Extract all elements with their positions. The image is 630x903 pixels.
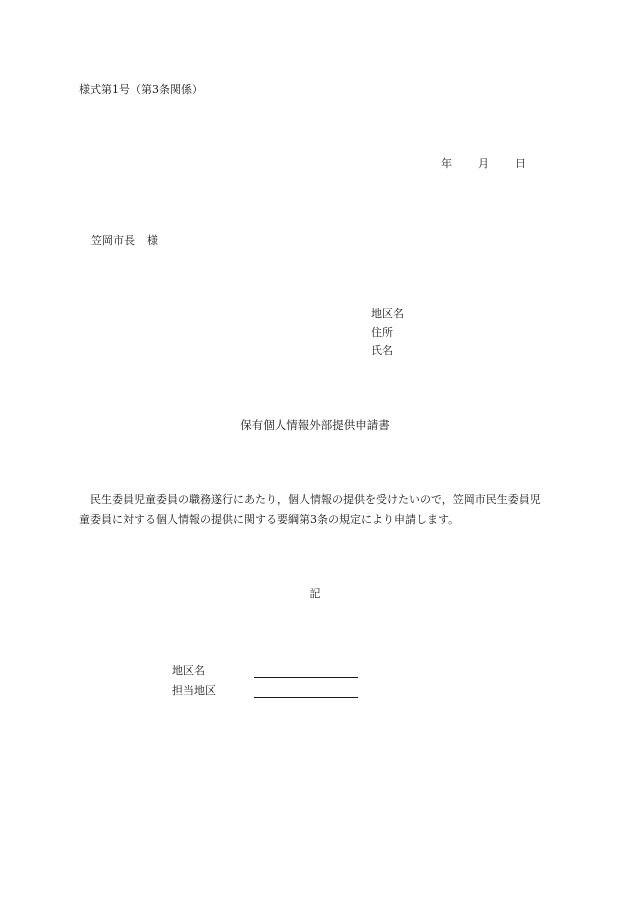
body-text: 民生委員児童委員の職務遂行にあたり，個人情報の提供を受けたいので，笠岡市民生委員児童委員に対する個人情報の提供に関する要綱第3条の規定により申請します。: [79, 493, 541, 526]
detail-district-line[interactable]: [254, 664, 358, 678]
addressee-honorific: 様: [147, 234, 158, 247]
applicant-address-label: 住所: [371, 325, 393, 339]
applicant-name-label: 氏名: [371, 344, 393, 357]
detail-district-label: 地区名: [172, 664, 205, 677]
date-month-label: 月: [478, 157, 489, 170]
date-year-label: 年: [441, 157, 452, 170]
detail-field-row: [172, 658, 358, 678]
document-title: 保有個人情報外部提供申請書: [240, 418, 390, 432]
form-number: 様式第1号（第3条関係）: [79, 83, 203, 96]
detail-fields: [172, 658, 358, 698]
body-paragraph: [79, 490, 551, 530]
date-line: [441, 155, 526, 171]
ki-heading: 記: [309, 587, 321, 600]
detail-area-label: 担当地区: [172, 684, 216, 697]
addressee: [91, 232, 158, 248]
detail-field-row: [172, 678, 358, 698]
applicant-district-label: 地区名: [371, 307, 404, 320]
detail-area-line[interactable]: [254, 684, 358, 698]
addressee-name: 笠岡市長: [91, 234, 135, 247]
date-day-label: 日: [515, 157, 526, 170]
applicant-block: [371, 305, 404, 361]
